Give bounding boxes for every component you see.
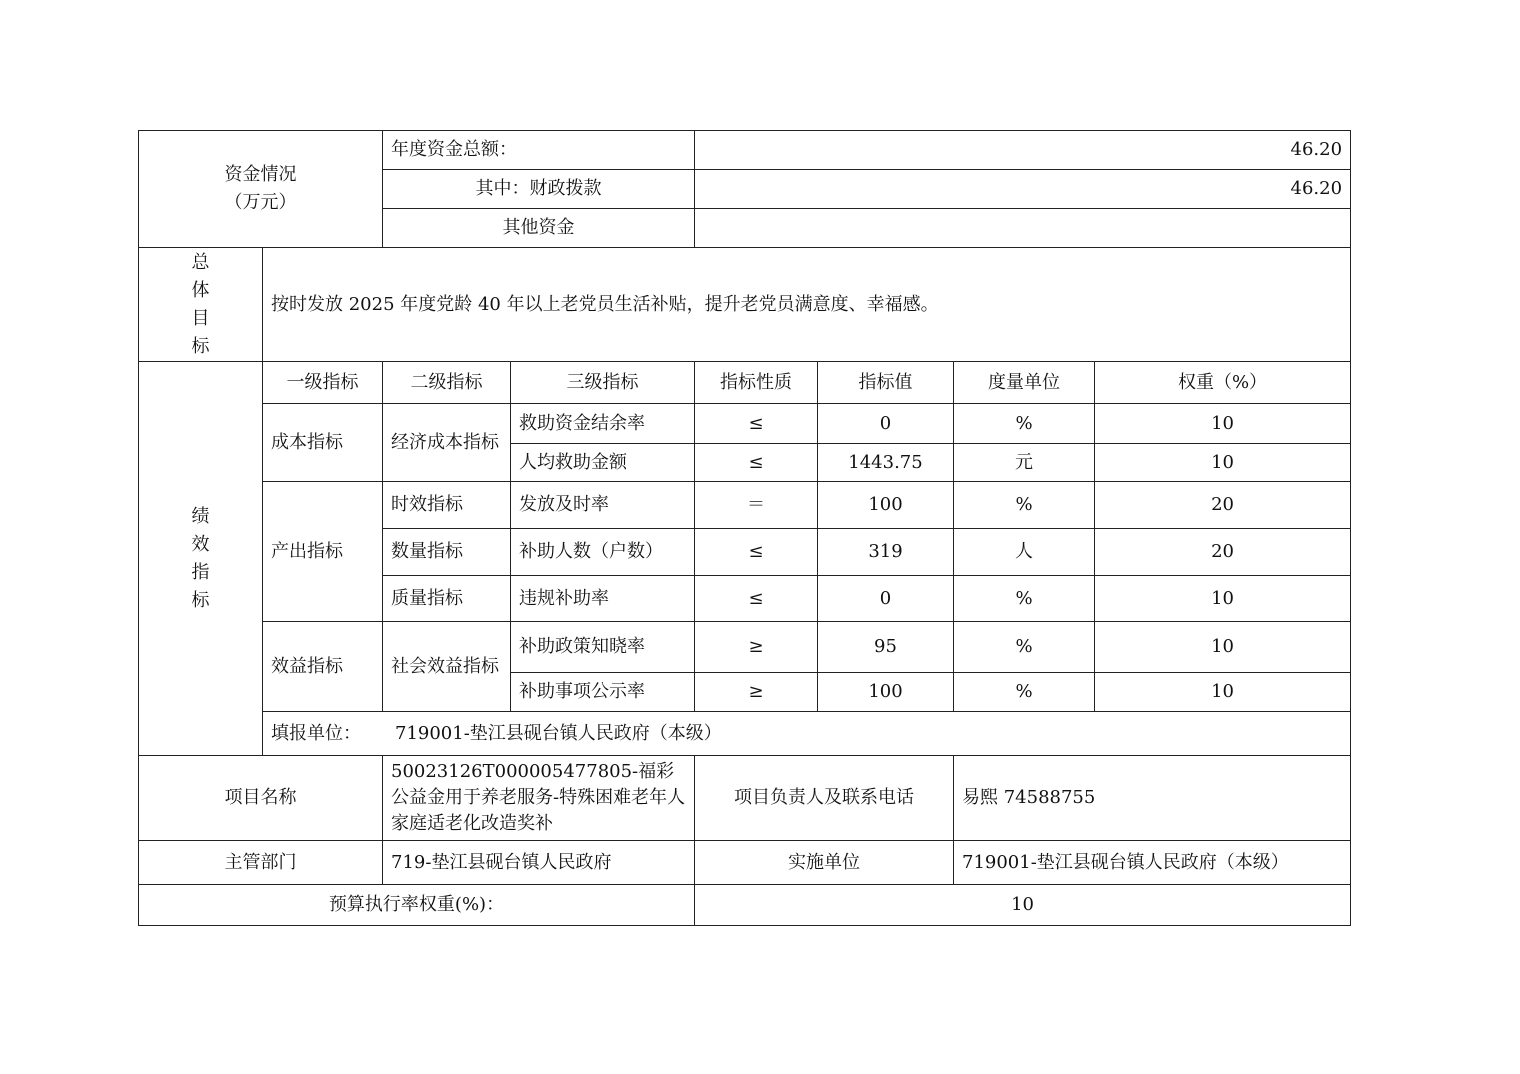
indicator-weight: 20	[1095, 482, 1351, 529]
indicator-nature: ≤	[695, 529, 818, 576]
indicators-label-char: 指	[191, 561, 210, 583]
indicator-unit: %	[954, 482, 1095, 529]
indicator-row	[139, 404, 1351, 444]
indicator-value: 319	[818, 529, 954, 576]
indicators-label-char: 标	[191, 589, 210, 611]
indicator-nature: ＝	[695, 482, 818, 529]
indicator-level2: 经济成本指标	[383, 404, 511, 482]
indicator-header-cell: 一级指标	[263, 362, 383, 404]
funds-other-label: 其他资金	[383, 209, 695, 248]
indicator-level2: 社会效益指标	[383, 622, 511, 712]
indicator-nature: ≥	[695, 622, 818, 673]
indicator-level1: 效益指标	[263, 622, 383, 712]
indicator-level2: 数量指标	[383, 529, 511, 576]
indicator-header-cell: 指标性质	[695, 362, 818, 404]
indicator-level3: 补助事项公示率	[511, 673, 695, 712]
indicator-level3: 救助资金结余率	[511, 404, 695, 444]
goal-label-char: 标	[191, 335, 210, 357]
indicator-level3: 违规补助率	[511, 576, 695, 622]
indicator-level2: 时效指标	[383, 482, 511, 529]
indicator-value: 95	[818, 622, 954, 673]
indicator-unit: %	[954, 576, 1095, 622]
budget-label: 预算执行率权重(%)：	[139, 885, 695, 926]
filler-label: 填报单位：	[271, 722, 361, 744]
budget-value: 10	[695, 885, 1351, 926]
goal-text: 按时发放 2025 年度党龄 40 年以上老党员生活补贴，提升老党员满意度、幸福感。	[263, 248, 1351, 362]
indicator-nature: ≥	[695, 673, 818, 712]
filler-unit	[263, 712, 1351, 756]
indicator-unit: 元	[954, 444, 1095, 482]
goal-label-char: 目	[191, 307, 210, 329]
funds-fiscal-label: 其中：财政拨款	[383, 170, 695, 209]
funds-fiscal-value: 46.20	[695, 170, 1351, 209]
indicator-value: 100	[818, 673, 954, 712]
indicator-weight: 10	[1095, 673, 1351, 712]
indicator-weight: 10	[1095, 622, 1351, 673]
indicator-value: 0	[818, 576, 954, 622]
project-contact-label: 项目负责人及联系电话	[695, 756, 954, 841]
indicator-nature: ≤	[695, 576, 818, 622]
indicator-header-cell: 指标值	[818, 362, 954, 404]
indicator-level3: 发放及时率	[511, 482, 695, 529]
goal-label-char: 总	[191, 251, 210, 273]
dept-value: 719-垫江县砚台镇人民政府	[383, 841, 695, 885]
indicator-level3: 人均救助金额	[511, 444, 695, 482]
goal-label	[139, 248, 263, 362]
indicator-value: 1443.75	[818, 444, 954, 482]
funds-other-value	[695, 209, 1351, 248]
impl-label: 实施单位	[695, 841, 954, 885]
impl-value: 719001-垫江县砚台镇人民政府（本级）	[954, 841, 1351, 885]
goal-label-char: 体	[191, 279, 210, 301]
funds-total-value: 46.20	[695, 131, 1351, 170]
indicator-nature: ≤	[695, 404, 818, 444]
indicator-value: 100	[818, 482, 954, 529]
indicator-level3: 补助人数（户数）	[511, 529, 695, 576]
indicator-unit: 人	[954, 529, 1095, 576]
indicator-header-cell: 二级指标	[383, 362, 511, 404]
indicator-header-cell: 三级指标	[511, 362, 695, 404]
indicator-row	[139, 622, 1351, 673]
indicator-weight: 10	[1095, 444, 1351, 482]
indicator-level2: 质量指标	[383, 576, 511, 622]
indicators-label-char: 效	[191, 533, 210, 555]
indicators-label	[139, 362, 263, 756]
indicator-row	[139, 482, 1351, 529]
indicator-unit: %	[954, 673, 1095, 712]
indicator-level1: 产出指标	[263, 482, 383, 622]
filler-value: 719001-垫江县砚台镇人民政府（本级）	[395, 722, 722, 744]
indicator-header-cell: 权重（%）	[1095, 362, 1351, 404]
indicator-unit: %	[954, 404, 1095, 444]
indicator-value: 0	[818, 404, 954, 444]
indicators-label-char: 绩	[191, 505, 210, 527]
indicator-level3: 补助政策知晓率	[511, 622, 695, 673]
project-name-label: 项目名称	[139, 756, 383, 841]
indicator-level1: 成本指标	[263, 404, 383, 482]
funds-label: 资金情况 （万元）	[139, 131, 383, 248]
dept-label: 主管部门	[139, 841, 383, 885]
indicator-weight: 20	[1095, 529, 1351, 576]
funds-total-label: 年度资金总额：	[383, 131, 695, 170]
performance-target-table	[138, 130, 1351, 926]
indicator-weight: 10	[1095, 576, 1351, 622]
project-contact-value: 易熙 74588755	[954, 756, 1351, 841]
indicator-weight: 10	[1095, 404, 1351, 444]
indicator-nature: ≤	[695, 444, 818, 482]
indicator-unit: %	[954, 622, 1095, 673]
project-name-value: 50023126T000005477805-福彩公益金用于养老服务-特殊困难老年人家庭适老化改造奖补	[383, 756, 695, 841]
indicator-header-cell: 度量单位	[954, 362, 1095, 404]
